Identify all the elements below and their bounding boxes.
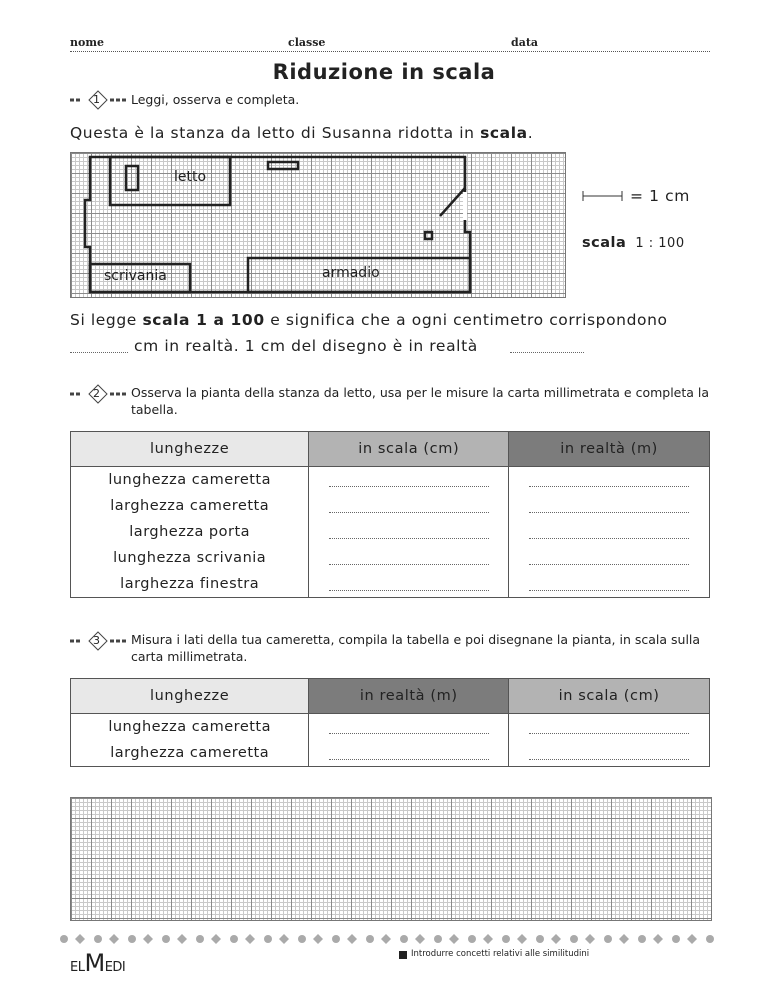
footer-decoration	[58, 932, 718, 946]
exercise-2-instruction: Osserva la pianta della stanza da letto, usa per le misure la carta millimetrata e completa la tabella.	[131, 385, 710, 417]
table2-cell-realta[interactable]	[509, 571, 710, 598]
table2-header-in-realta: in realtà (m)	[509, 432, 710, 467]
header-classe: classe	[288, 36, 326, 49]
table3-cell-realta[interactable]	[309, 740, 509, 767]
table3-cell-scala[interactable]	[509, 714, 710, 741]
table3-row-label: lunghezza cameretta	[71, 714, 309, 741]
exercise-1-intro	[70, 124, 533, 142]
table3-cell-realta[interactable]	[309, 714, 509, 741]
explanation-post: e significa che a ogni centimetro corrispondono	[264, 311, 668, 329]
page-title: Riduzione in scala	[272, 60, 496, 84]
exercise-2-number: 2	[93, 387, 100, 400]
table2-row-label: larghezza cameretta	[71, 493, 309, 519]
header-nome: nome	[70, 36, 104, 49]
table2-cell-scala[interactable]	[309, 519, 509, 545]
publisher-logo	[70, 949, 125, 977]
table2-cell-realta[interactable]	[509, 467, 710, 494]
table2-header-in-scala: in scala (cm)	[309, 432, 509, 467]
table3-header-lunghezze: lunghezze	[71, 679, 309, 714]
table2-cell-realta[interactable]	[509, 493, 710, 519]
table2-cell-realta[interactable]	[509, 519, 710, 545]
table-row	[71, 571, 710, 598]
table2-cell-realta[interactable]	[509, 545, 710, 571]
table2-row-label: lunghezza cameretta	[71, 467, 309, 494]
table-row	[71, 467, 710, 494]
footer-note: Introdurre concetti relativi alle similitudini	[411, 949, 590, 959]
scale-word: scala	[582, 235, 627, 251]
exercise-1-instruction: Leggi, osserva e completa.	[131, 92, 300, 107]
table-exercise-3	[70, 678, 710, 767]
blank-answer-1[interactable]	[70, 352, 128, 353]
legend-text: = 1 cm	[630, 187, 690, 205]
footer-square-icon	[399, 951, 407, 959]
table3-cell-scala[interactable]	[509, 740, 710, 767]
table2-row-label: larghezza finestra	[71, 571, 309, 598]
table2-cell-scala[interactable]	[309, 467, 509, 494]
table2-cell-scala[interactable]	[309, 545, 509, 571]
exercise-3-instruction: Misura i lati della tua cameretta, compila la tabella e poi disegnane la pianta, in scala sulla carta millimetrata.	[131, 632, 701, 664]
intro-text: Questa è la stanza da letto di Susanna ridotta in	[70, 124, 481, 142]
plan-label-armadio: armadio	[322, 265, 380, 281]
table2-cell-scala[interactable]	[309, 493, 509, 519]
blank-answer-2[interactable]	[510, 352, 584, 353]
table-row	[71, 519, 710, 545]
table3-row-label: larghezza cameretta	[71, 740, 309, 767]
table-row	[71, 740, 710, 767]
plan-label-letto: letto	[174, 169, 207, 185]
logo-edi: EDI	[104, 960, 126, 975]
header-data: data	[511, 36, 539, 49]
exercise-1-number: 1	[93, 93, 100, 106]
table-row	[71, 714, 710, 741]
header-dotted-line	[70, 51, 710, 52]
table-row	[71, 493, 710, 519]
exercise-3-number: 3	[93, 634, 100, 647]
table2-row-label: larghezza porta	[71, 519, 309, 545]
table2-header-lunghezze: lunghezze	[71, 432, 309, 467]
table3-header-in-realta: in realtà (m)	[309, 679, 509, 714]
scale-label	[582, 235, 685, 251]
logo-el: EL	[70, 960, 85, 975]
intro-end: .	[527, 124, 534, 142]
scale-value: 1 : 100	[635, 236, 685, 251]
exercise-1-explanation	[70, 311, 710, 329]
exercise-1-line2: cm in realtà. 1 cm del disegno è in realtà	[134, 337, 478, 355]
explanation-pre: Si legge	[70, 311, 143, 329]
one-cm-segment-icon	[582, 190, 624, 202]
table-exercise-2	[70, 431, 710, 598]
plan-label-scrivania: scrivania	[104, 268, 167, 284]
table-row	[71, 545, 710, 571]
logo-m: M	[84, 949, 105, 977]
blank-graph-paper[interactable]	[70, 797, 712, 921]
table2-cell-scala[interactable]	[309, 571, 509, 598]
intro-bold: scala	[480, 124, 528, 142]
table3-header-in-scala: in scala (cm)	[509, 679, 710, 714]
explanation-bold: scala 1 a 100	[142, 311, 265, 329]
table2-row-label: lunghezza scrivania	[71, 545, 309, 571]
